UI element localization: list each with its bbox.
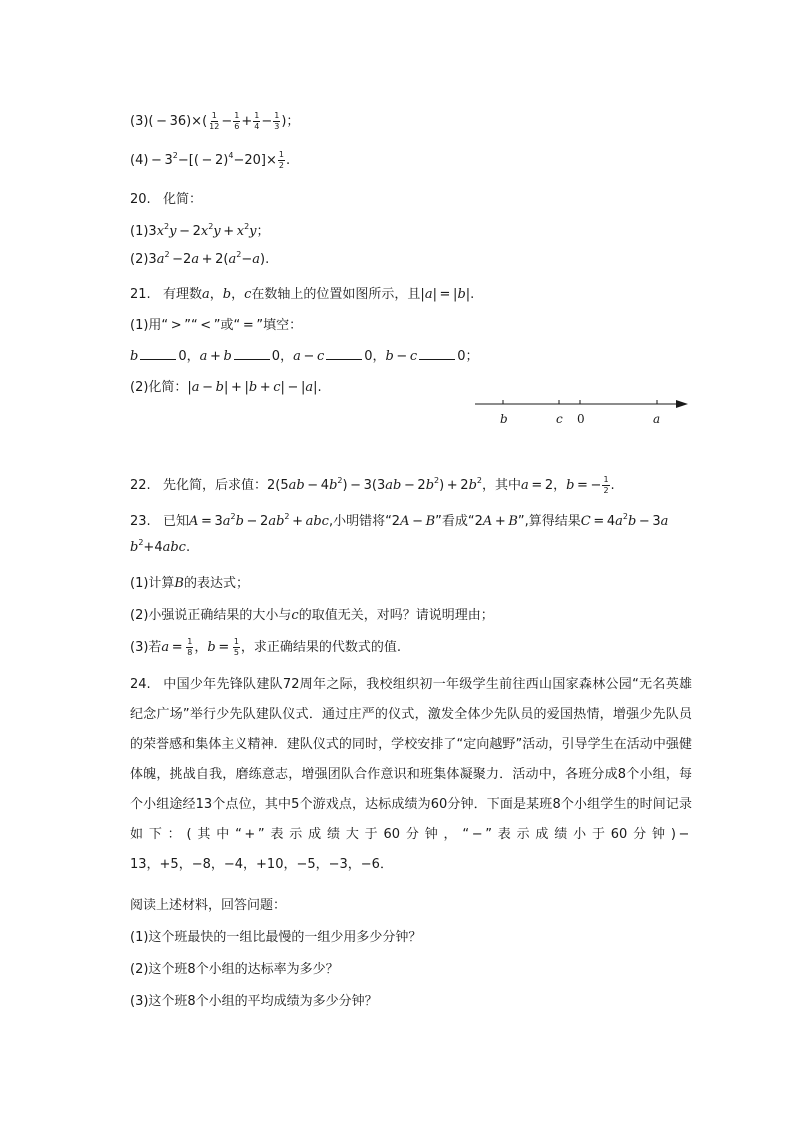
fraction: $\frac{1}{12}$ (209, 111, 220, 131)
q23-part3: (3)若a = $\frac{1}{8}$ ，b = $\frac{1}{5}$ ，求正确结果的代数式的值. (130, 637, 402, 657)
q24-stem (130, 670, 692, 880)
number-line-axis (470, 394, 696, 414)
fraction: $\frac{1}{6}$ (234, 111, 240, 131)
q20-title: 20. 化简： (130, 192, 203, 207)
axis-label-a: a (653, 412, 661, 426)
q20-part1: $(1)3x^2y - 2x^2y + x^2y$； (130, 222, 270, 239)
q21-part2: (2)化简：|a − b| + |b + c| − |a|. (130, 380, 322, 395)
q21-stem: 21. 有理数a，b，c在数轴上的位置如图所示，且|a| = |b|. (130, 287, 475, 302)
q21-fill-blanks: b 0，a + b 0，a − c 0，b − c 0； (130, 349, 479, 364)
q20-part2: $(2)3a^2 -2a + 2(a^2-a)$. (130, 250, 270, 267)
fraction: $\frac{1}{2}$ (603, 475, 609, 495)
q19-part3: (3)( − 36)×( $\frac{1}{12}$ − $\frac{1}{6}$ + $\frac{1}{4}$ − $\frac{1}{3}$ )； (130, 111, 300, 131)
answer-blank[interactable] (419, 347, 455, 360)
q24-body-text: 中国少年先锋队建队72周年之际，我校组织初一年级学生前往西山国家森林公园“无名英雄纪念广场”举行少先队建队仪式．通过庄严的仪式，激发全体少先队员的爱国热情，增强少先队员的荣誉感和集体主义精神．建队仪式的同时，学校安排了“定向越野”活动，引导学生在活动中强健体魄，挑战自我，磨练意志，增强团队合作意识和班集体凝聚力．活动中，各班分成8个小组，每个小组途经13个点位，其中5个游戏点，达标成绩为60分钟．下面是某班8个小组学生的时间记录如下：(其中“ + ”表示成绩大于60分钟，“ − ”表示成绩小于60分钟) − 13，+5，−8，−4，+10，−5，−3，−6． (130, 677, 692, 872)
answer-blank[interactable] (326, 347, 362, 360)
q19-part4: $(4) - 3^2-[( - 2)^4-20]\times$ $\frac{1}{2}$ . (130, 150, 291, 170)
q22-stem: 22. 先化简，后求值：$2(5ab - 4b^2) - 3(3ab - 2b^2) + 2b^2$，其中a = 2，b = − $\frac{1}{2}$ . (130, 475, 615, 495)
question-number: 22. (130, 478, 151, 493)
q23-part2: (2)小强说正确结果的大小与c的取值无关，对吗？请说明理由； (130, 608, 494, 623)
fraction: $\frac{1}{5}$ (233, 637, 239, 657)
axis-label-b: b (500, 412, 508, 426)
fraction: $\frac{1}{2}$ (278, 150, 284, 170)
answer-blank[interactable] (140, 347, 176, 360)
question-number: 21. (130, 287, 151, 302)
question-number: 20. (130, 192, 151, 207)
axis-label-c: c (556, 412, 563, 426)
fraction: $\frac{1}{3}$ (274, 111, 280, 131)
answer-blank[interactable] (234, 347, 270, 360)
number-line-figure (470, 394, 696, 434)
q23-part1: (1)计算B的表达式； (130, 576, 249, 591)
q24-part3: (3)这个班8个小组的平均成绩为多少分钟？ (130, 994, 378, 1009)
axis-label-zero: 0 (577, 412, 585, 426)
fraction: $\frac{1}{8}$ (187, 637, 193, 657)
q21-part1: (1)用“ > ”“ < ”或“ = ”填空： (130, 318, 303, 333)
fraction: $\frac{1}{4}$ (254, 111, 260, 131)
q24-part2: (2)这个班8个小组的达标率为多少？ (130, 962, 339, 977)
q23-stem-line2: $b^2+4abc$. (130, 538, 191, 555)
q24-read-instruction: 阅读上述材料，回答问题： (130, 898, 287, 913)
question-number: 24. (130, 677, 151, 692)
q24-part1: (1)这个班最快的一组比最慢的一组少用多少分钟？ (130, 930, 422, 945)
q23-stem-line1: 23. 已知$A = 3a^2b - 2ab^2$ + abc,小明错将“2A − B”看成“2A + B”,算得结果$C = 4a^2b - 3a$ (130, 512, 669, 529)
question-number: 23. (130, 514, 151, 529)
q19-p3-text: (3)( − 36)×( (130, 114, 208, 129)
